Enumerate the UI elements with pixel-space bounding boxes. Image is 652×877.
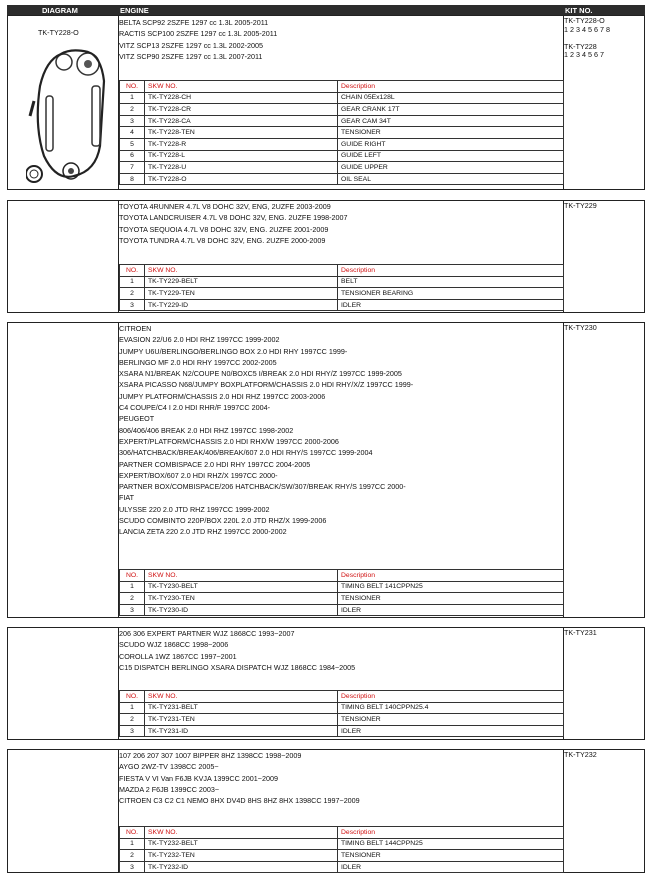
engine-line: SCUDO COMBINTO 220P/BOX 220L 2.0 JTD RHZ/X 1999-2006 bbox=[119, 516, 327, 526]
engine-line: EXPERT/BOX/607 2.0 HDI RHZ/X 1997CC 2000- bbox=[119, 470, 278, 480]
row-number: 1 bbox=[120, 92, 145, 104]
no-header: NO. bbox=[120, 827, 145, 839]
row-number: 2 bbox=[120, 288, 145, 300]
kit-no-column-header: KIT NO. bbox=[565, 6, 593, 15]
engine-list bbox=[119, 750, 360, 806]
engine-line: JUMPY U6U/BERLINGO/BERLINGO BOX 2.0 HDI RHY 1997CC 1999- bbox=[119, 346, 348, 356]
kit-section-ty232 bbox=[7, 749, 645, 873]
part-description: TENSIONER bbox=[338, 127, 564, 139]
table-row bbox=[120, 276, 564, 288]
engine-line: 306/HATCHBACK/BREAK/406/BREAK/607 2.0 HDI RHY/S 1997CC 1999-2004 bbox=[119, 448, 373, 458]
engine-line: CITROEN bbox=[119, 324, 152, 333]
engine-list bbox=[119, 323, 413, 538]
engine-list bbox=[119, 628, 355, 673]
skw-header: SKW NO. bbox=[145, 827, 338, 839]
skw-number: TK-TY228-U bbox=[145, 162, 338, 174]
no-header: NO. bbox=[120, 81, 145, 93]
engine-line: FIAT bbox=[119, 493, 135, 503]
kit-number: TK-TY228-O 1 2 3 4 5 6 7 8 TK-TY228 1 2 3 4 5 6 7 bbox=[564, 16, 610, 59]
table-row bbox=[120, 850, 564, 862]
table-row bbox=[120, 92, 564, 104]
engine-line: MAZDA 2 F6JB 1399CC 2003~ bbox=[119, 784, 220, 794]
part-description: IDLER bbox=[338, 725, 564, 737]
engine-line: ULYSSE 220 2.0 JTD RHZ 1997CC 1999-2002 bbox=[119, 504, 270, 514]
description-header: Description bbox=[338, 691, 564, 703]
skw-number: TK-TY229-ID bbox=[145, 299, 338, 311]
engine-line: XSARA PICASSO N68/JUMPY BOXPLATFORM/CHASSIS 2.0 HDI RHY/X/Z 1997CC 1999- bbox=[119, 380, 414, 390]
diagram-column-header: DIAGRAM bbox=[42, 6, 78, 15]
table-row bbox=[120, 714, 564, 726]
row-number: 4 bbox=[120, 127, 145, 139]
kit-section-ty228 bbox=[7, 15, 645, 190]
no-header: NO. bbox=[120, 691, 145, 703]
engine-line: BELTA SCP92 2SZFE 1297 cc 1.3L 2005-2011 bbox=[119, 18, 269, 27]
engine-line: PARTNER COMBISPACE 2.0 HDI RHY 1997CC 2004-2005 bbox=[119, 459, 311, 469]
row-number: 2 bbox=[120, 714, 145, 726]
engine-line: JUMPY PLATFORM/CHASSIS 2.0 HDI RHZ 1997CC 2003-2006 bbox=[119, 391, 326, 401]
engine-line: CITROEN C3 C2 C1 NEMO 8HX DV4D 8HS 8HZ 8HX 1398CC 1997~2009 bbox=[119, 796, 360, 806]
engine-line: 107 206 207 307 1007 BIPPER 8HZ 1398CC 1998~2009 bbox=[119, 751, 302, 760]
diagram-label: TK-TY228-O bbox=[38, 28, 79, 37]
skw-number: TK-TY232-BELT bbox=[145, 838, 338, 850]
engine-list bbox=[119, 201, 348, 246]
part-description: GEAR CRANK 17T bbox=[338, 104, 564, 116]
part-description: TIMING BELT 141CPPN25 bbox=[338, 581, 564, 593]
no-header: NO. bbox=[120, 570, 145, 582]
description-header: Description bbox=[338, 570, 564, 582]
engine-line: TOYOTA LANDCRUISER 4.7L V8 DOHC 32V, ENG. 2UZFE 1998-2007 bbox=[119, 213, 348, 223]
kit-number: TK-TY232 bbox=[564, 750, 597, 759]
row-number: 2 bbox=[120, 593, 145, 605]
skw-number: TK-TY231-TEN bbox=[145, 714, 338, 726]
part-description: BELT bbox=[338, 276, 564, 288]
part-description: TENSIONER bbox=[338, 714, 564, 726]
description-header: Description bbox=[338, 265, 564, 277]
table-row bbox=[120, 173, 564, 185]
engine-line: PEUGEOT bbox=[119, 414, 155, 424]
kit-section-ty230 bbox=[7, 322, 645, 618]
part-description: IDLER bbox=[338, 604, 564, 616]
part-description: GUIDE LEFT bbox=[338, 150, 564, 162]
description-header: Description bbox=[338, 81, 564, 93]
part-description: IDLER bbox=[338, 299, 564, 311]
engine-line: AYGO 2WZ-TV 1398CC 2005~ bbox=[119, 762, 219, 772]
skw-number: TK-TY230-TEN bbox=[145, 593, 338, 605]
engine-line: TOYOTA 4RUNNER 4.7L V8 DOHC 32V, ENG, 2UZFE 2003-2009 bbox=[119, 202, 331, 211]
skw-header: SKW NO. bbox=[145, 81, 338, 93]
table-row bbox=[120, 127, 564, 139]
skw-number: TK-TY228-L bbox=[145, 150, 338, 162]
table-row bbox=[120, 604, 564, 616]
row-number: 3 bbox=[120, 604, 145, 616]
row-number: 5 bbox=[120, 138, 145, 150]
engine-line: LANCIA ZETA 220 2.0 JTD RHZ 1997CC 2000-2002 bbox=[119, 527, 287, 537]
engine-line: 206 306 EXPERT PARTNER WJZ 1868CC 1993~2007 bbox=[119, 629, 295, 638]
row-number: 3 bbox=[120, 115, 145, 127]
table-row bbox=[120, 838, 564, 850]
table-row bbox=[120, 288, 564, 300]
engine-line: RACTIS SCP100 2SZFE 1297 cc 1.3L 2005-2011 bbox=[119, 29, 278, 39]
row-number: 3 bbox=[120, 725, 145, 737]
part-description: TIMING BELT 140CPPN25.4 bbox=[338, 702, 564, 714]
engine-line: COROLLA 1WZ 1867CC 1997~2001 bbox=[119, 651, 237, 661]
engine-line: FIESTA V VI Van F6JB KVJA 1399CC 2001~2009 bbox=[119, 773, 278, 783]
skw-number: TK-TY228-CH bbox=[145, 92, 338, 104]
table-header-bar bbox=[7, 5, 645, 15]
part-description: TENSIONER BEARING bbox=[338, 288, 564, 300]
part-description: TIMING BELT 144CPPN25 bbox=[338, 838, 564, 850]
row-number: 3 bbox=[120, 299, 145, 311]
table-row bbox=[120, 725, 564, 737]
table-row bbox=[120, 162, 564, 174]
engine-line: TOYOTA TUNDRA 4.7L V8 DOHC 32V, ENG. 2UZFE 2000-2009 bbox=[119, 235, 326, 245]
skw-number: TK-TY228-CR bbox=[145, 104, 338, 116]
table-row bbox=[120, 115, 564, 127]
description-header: Description bbox=[338, 827, 564, 839]
part-description: TENSIONER bbox=[338, 593, 564, 605]
skw-number: TK-TY229-BELT bbox=[145, 276, 338, 288]
engine-line: SCUDO WJZ 1868CC 1998~2006 bbox=[119, 640, 229, 650]
engine-column-header: ENGINE bbox=[120, 6, 149, 15]
kit-section-ty231 bbox=[7, 627, 645, 740]
part-description: GUIDE RIGHT bbox=[338, 138, 564, 150]
part-description: IDLER bbox=[338, 861, 564, 873]
engine-line: C4 COUPE/C4 I 2.0 HDI RHR/F 1997CC 2004- bbox=[119, 403, 270, 413]
skw-number: TK-TY231-BELT bbox=[145, 702, 338, 714]
row-number: 2 bbox=[120, 104, 145, 116]
skw-number: TK-TY228-TEN bbox=[145, 127, 338, 139]
engine-line: PARTNER BOX/COMBISPACE/206 HATCHBACK/SW/307/BREAK RHY/S 1997CC 2000- bbox=[119, 482, 406, 492]
table-row bbox=[120, 581, 564, 593]
skw-number: TK-TY232-TEN bbox=[145, 850, 338, 862]
no-header: NO. bbox=[120, 265, 145, 277]
row-number: 1 bbox=[120, 276, 145, 288]
skw-header: SKW NO. bbox=[145, 265, 338, 277]
row-number: 6 bbox=[120, 150, 145, 162]
part-description: OIL SEAL bbox=[338, 173, 564, 185]
engine-line: TOYOTA SEQUOIA 4.7L V8 DOHC 32V, ENG. 2UZFE 2001-2009 bbox=[119, 224, 329, 234]
table-row bbox=[120, 861, 564, 873]
skw-header: SKW NO. bbox=[145, 691, 338, 703]
table-row bbox=[120, 138, 564, 150]
table-row bbox=[120, 702, 564, 714]
skw-number: TK-TY228-CA bbox=[145, 115, 338, 127]
parts-table bbox=[119, 826, 564, 873]
part-description: GEAR CAM 34T bbox=[338, 115, 564, 127]
row-number: 2 bbox=[120, 850, 145, 862]
row-number: 3 bbox=[120, 861, 145, 873]
skw-number: TK-TY230-BELT bbox=[145, 581, 338, 593]
table-row bbox=[120, 150, 564, 162]
row-number: 1 bbox=[120, 702, 145, 714]
engine-line: VITZ SCP13 2SZFE 1297 cc 1.3L 2002-2005 bbox=[119, 40, 263, 50]
skw-number: TK-TY228-O bbox=[145, 173, 338, 185]
table-row bbox=[120, 299, 564, 311]
parts-table bbox=[119, 80, 564, 185]
part-description: TENSIONER bbox=[338, 850, 564, 862]
engine-line: EXPERT/PLATFORM/CHASSIS 2.0 HDI RHX/W 1997CC 2000-2006 bbox=[119, 436, 339, 446]
part-description: GUIDE UPPER bbox=[338, 162, 564, 174]
kit-number: TK-TY229 bbox=[564, 201, 597, 210]
part-description: CHAIN 05Ex128L bbox=[338, 92, 564, 104]
kit-number: TK-TY231 bbox=[564, 628, 597, 637]
table-row bbox=[120, 593, 564, 605]
timing-chain-diagram bbox=[26, 46, 112, 186]
parts-table bbox=[119, 569, 564, 616]
row-number: 7 bbox=[120, 162, 145, 174]
table-row bbox=[120, 104, 564, 116]
skw-header: SKW NO. bbox=[145, 570, 338, 582]
skw-number: TK-TY232-ID bbox=[145, 861, 338, 873]
row-number: 8 bbox=[120, 173, 145, 185]
skw-number: TK-TY228-R bbox=[145, 138, 338, 150]
kit-section-ty229 bbox=[7, 200, 645, 313]
engine-line: BERLINGO MF 2.0 HDI RHY 1997CC 2002-2005 bbox=[119, 357, 277, 367]
engine-line: XSARA N1/BREAK N2/COUPE N0/BOXC5 I/BREAK 2.0 HDI RHY/Z 1997CC 1999-2005 bbox=[119, 369, 402, 379]
skw-number: TK-TY231-ID bbox=[145, 725, 338, 737]
engine-line: 806/406/406 BREAK 2.0 HDI RHZ 1997CC 1998-2002 bbox=[119, 425, 294, 435]
parts-table bbox=[119, 690, 564, 737]
skw-number: TK-TY229-TEN bbox=[145, 288, 338, 300]
row-number: 1 bbox=[120, 838, 145, 850]
parts-table bbox=[119, 264, 564, 311]
engine-list bbox=[119, 17, 277, 62]
row-number: 1 bbox=[120, 581, 145, 593]
engine-line: VITZ SCP90 2SZFE 1297 cc 1.3L 2007-2011 bbox=[119, 51, 263, 61]
skw-number: TK-TY230-ID bbox=[145, 604, 338, 616]
engine-line: C15 DISPATCH BERLINGO XSARA DISPATCH WJZ 1868CC 1984~2005 bbox=[119, 662, 356, 672]
engine-line: EVASION 22/U6 2.0 HDI RHZ 1997CC 1999-2002 bbox=[119, 335, 280, 345]
kit-number: TK-TY230 bbox=[564, 323, 597, 332]
